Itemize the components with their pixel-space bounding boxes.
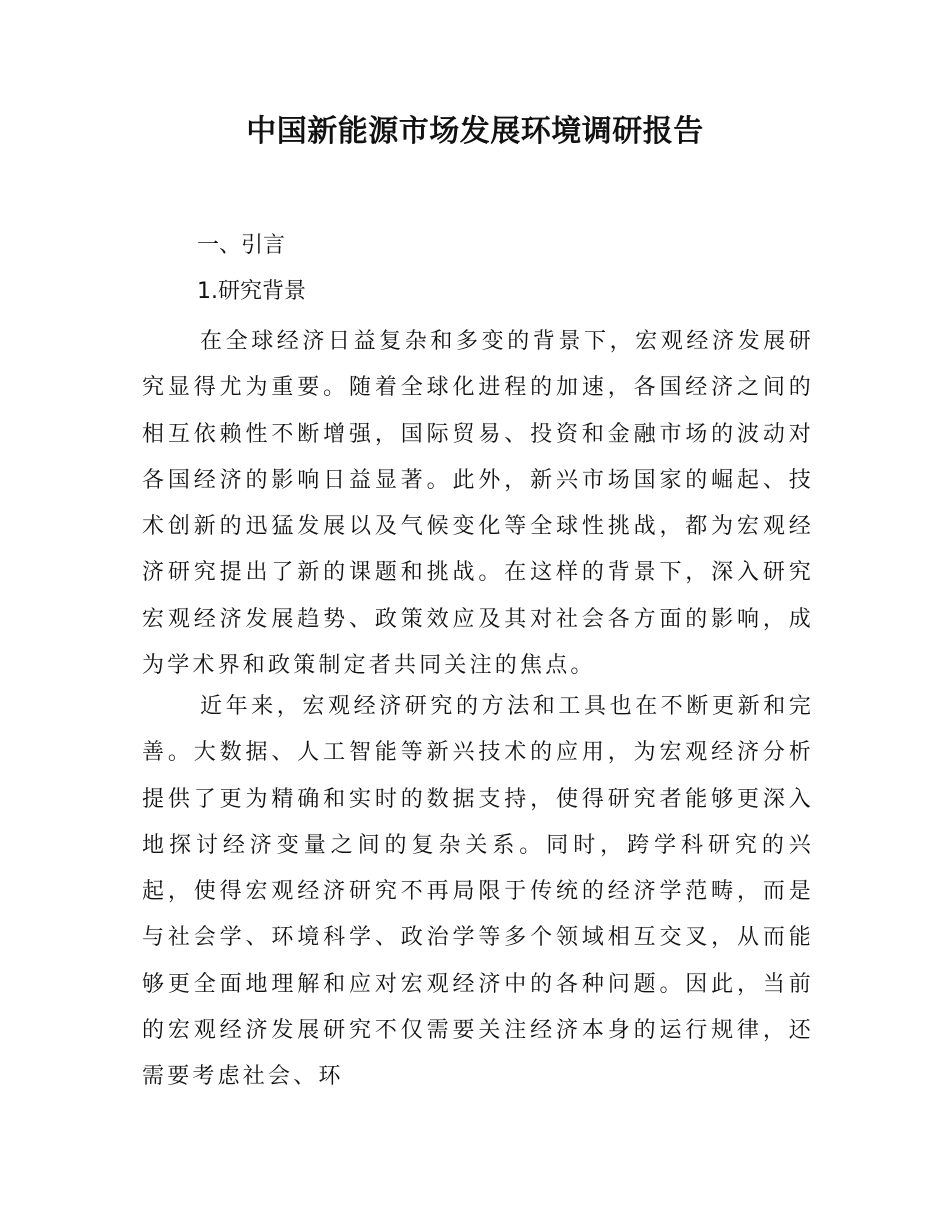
body-paragraph-2: 近年来，宏观经济研究的方法和工具也在不断更新和完善。大数据、人工智能等新兴技术的应用，为宏观经济分析提供了更为精确和实时的数据支持，使得研究者能够更深入地探讨经济变量之间的复杂关系。同时，跨学科研究的兴起，使得宏观经济研究不再局限于传统的经济学范畴，而是与社会学、环境科学、政治学等多个领域相互交叉，从而能够更全面地理解和应对宏观经济中的各种问题。因此，当前的宏观经济发展研究不仅需要关注经济本身的运行规律，还需要考虑社会、环 bbox=[142, 694, 814, 1090]
subsection-heading: 1.研究背景 bbox=[197, 279, 306, 304]
document-title: 中国新能源市场发展环境调研报告 bbox=[246, 114, 704, 149]
body-paragraph-1: 在全球经济日益复杂和多变的背景下，宏观经济发展研究显得尤为重要。随着全球化进程的加速，各国经济之间的相互依赖性不断增强，国际贸易、投资和金融市场的波动对各国经济的影响日益显著。此外，新兴市场国家的崛起、技术创新的迅猛发展以及气候变化等全球性挑战，都为宏观经济研究提出了新的课题和挑战。在这样的背景下，深入研究宏观经济发展趋势、政策效应及其对社会各方面的影响，成为学术界和政策制定者共同关注的焦点。 bbox=[142, 329, 814, 679]
section-heading: 一、引言 bbox=[197, 233, 286, 258]
